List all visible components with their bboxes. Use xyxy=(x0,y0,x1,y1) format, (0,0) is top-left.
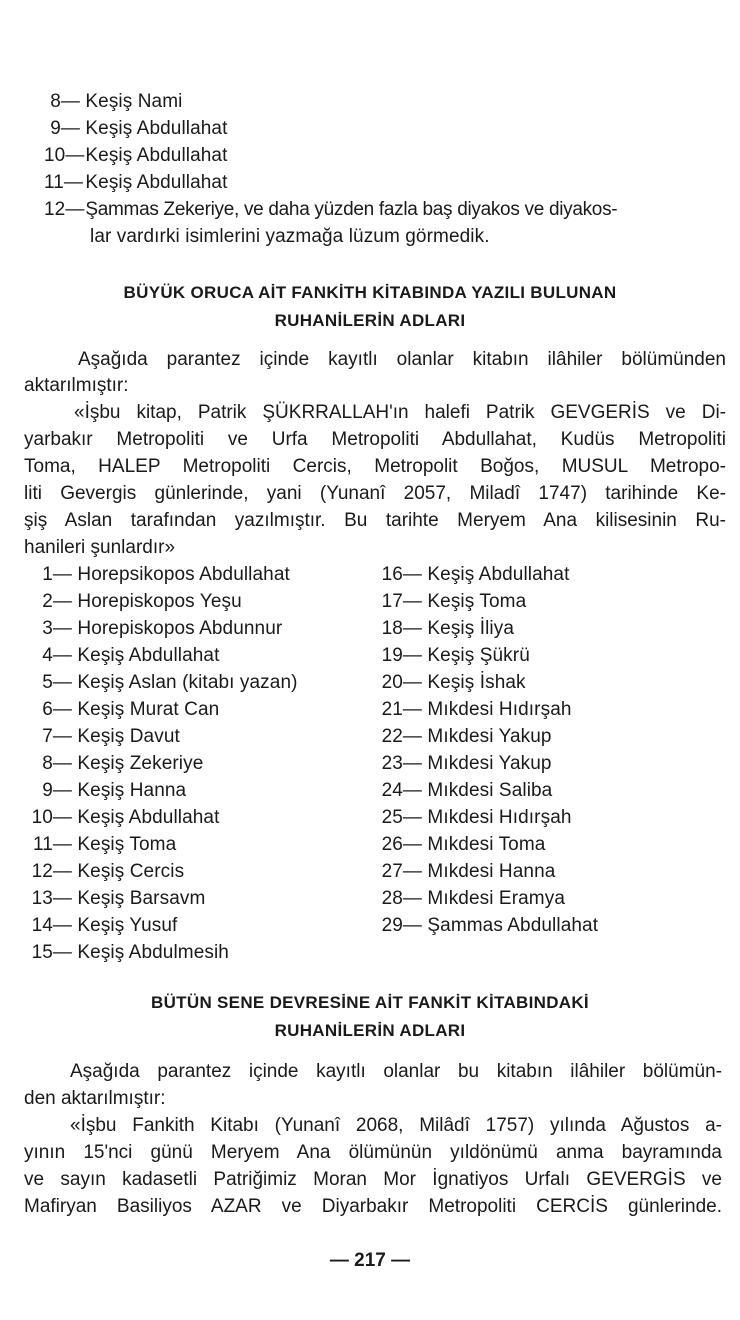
section1-intro-line1: Aşağıda parantez içinde kayıtlı olanlar kitabın ilâhiler bölümünden xyxy=(78,349,726,370)
right-list-item: 21— Mıkdesi Hıdırşah xyxy=(381,699,572,720)
right-list-item: 19— Keşiş Şükrü xyxy=(381,645,530,666)
left-list-item: 15— Keşiş Abdulmesih xyxy=(31,942,229,963)
right-list-item: 17— Keşiş Toma xyxy=(381,591,527,612)
section2-quote-line: yının 15'nci günü Meryem Ana ölümünün yıldönümü anma bayramında xyxy=(24,1142,722,1163)
section1-quote-line: liti Gevergis günlerinde, yani (Yunanî 2057, Miladî 1747) tarihinde Ke- xyxy=(24,483,726,504)
section1-quote-last-line: hanileri şunlardır» xyxy=(24,537,176,558)
section1-quote-line: Toma, HALEP Metropoliti Cercis, Metropolit Boğos, MUSUL Metropo- xyxy=(24,456,726,477)
left-list-item: 11— Keşiş Toma xyxy=(32,834,177,855)
right-list-item: 18— Keşiş İliya xyxy=(381,618,515,639)
section2-heading-line1: BÜTÜN SENE DEVRESİNE AİT FANKİT KİTABINDAKİ xyxy=(151,993,589,1012)
section1-heading-line2: RUHANİLERİN ADLARI xyxy=(274,311,466,330)
left-list-item: 5— Keşiş Aslan (kitabı yazan) xyxy=(42,672,298,693)
right-list-item: 28— Mıkdesi Eramya xyxy=(381,888,565,909)
left-list-item: 13— Keşiş Barsavm xyxy=(31,888,206,909)
section2-intro-line2: den aktarılmıştır: xyxy=(24,1088,166,1109)
section2-quote-line: Mafiryan Basiliyos AZAR ve Diyarbakır Metropoliti CERCİS günlerinde. xyxy=(24,1196,722,1217)
section2-quote-line: «İşbu Fankith Kitabı (Yunanî 2068, Milâdî 1757) yılında Ağustos a- xyxy=(70,1115,722,1136)
section1-intro-line2: aktarılmıştır: xyxy=(24,375,129,396)
top-list-item: 10— Keşiş Abdullahat xyxy=(44,145,228,166)
right-list-item: 26— Mıkdesi Toma xyxy=(381,834,546,855)
left-list-item: 6— Keşiş Murat Can xyxy=(42,699,220,720)
left-list-item: 1— Horepsikopos Abdullahat xyxy=(42,564,290,585)
right-list-item: 23— Mıkdesi Yakup xyxy=(381,753,552,774)
section2-intro-line1: Aşağıda parantez içinde kayıtlı olanlar bu kitabın ilâhiler bölümün- xyxy=(70,1061,722,1082)
top-list-continuation: lar vardırki isimlerini yazmağa lüzum görmedik. xyxy=(90,226,490,247)
left-list-item: 12— Keşiş Cercis xyxy=(31,861,185,882)
section1-heading-line1: BÜYÜK ORUCA AİT FANKİTH KİTABINDA YAZILI BULUNAN xyxy=(123,283,617,302)
section1-quote-line: «İşbu kitap, Patrik ŞÜKRRALLAH'ın halefi Patrik GEVGERİS ve Di- xyxy=(74,402,726,423)
left-list-item: 10— Keşiş Abdullahat xyxy=(31,807,220,828)
top-list-item: 9— Keşiş Abdullahat xyxy=(50,118,228,139)
top-list-item: 12— Şammas Zekeriye, ve daha yüzden fazla baş diyakos ve diyakos- xyxy=(44,199,618,220)
left-list-item: 3— Horepiskopos Abdunnur xyxy=(42,618,283,639)
page-number: — 217 — xyxy=(329,1250,411,1271)
section1-quote-line: yarbakır Metropoliti ve Urfa Metropoliti Abdullahat, Kudüs Metropoliti xyxy=(24,429,726,450)
left-list-item: 8— Keşiş Zekeriye xyxy=(42,753,204,774)
right-list-item: 29— Şammas Abdullahat xyxy=(381,915,599,936)
section2-heading-line2: RUHANİLERİN ADLARI xyxy=(274,1021,466,1040)
right-list-item: 25— Mıkdesi Hıdırşah xyxy=(381,807,572,828)
left-list-item: 2— Horepiskopos Yeşu xyxy=(42,591,242,612)
section1-quote-line: şiş Aslan tarafından yazılmıştır. Bu tarihte Meryem Ana kilisesinin Ru- xyxy=(24,510,726,531)
right-list-item: 22— Mıkdesi Yakup xyxy=(381,726,552,747)
right-list-item: 24— Mıkdesi Saliba xyxy=(381,780,553,801)
left-list-item: 4— Keşiş Abdullahat xyxy=(42,645,220,666)
left-list-item: 14— Keşiş Yusuf xyxy=(31,915,178,936)
right-list-item: 27— Mıkdesi Hanna xyxy=(381,861,556,882)
top-list-item: 8— Keşiş Nami xyxy=(50,91,183,112)
right-list-item: 20— Keşiş İshak xyxy=(381,672,526,693)
section2-quote-line: ve sayın kadasetli Patriğimiz Moran Mor İgnatiyos Urfalı GEVERGİS ve xyxy=(24,1169,722,1190)
right-list-item: 16— Keşiş Abdullahat xyxy=(381,564,570,585)
top-list-item: 11— Keşiş Abdullahat xyxy=(44,172,228,193)
left-list-item: 7— Keşiş Davut xyxy=(42,726,180,747)
left-list-item: 9— Keşiş Hanna xyxy=(42,780,187,801)
